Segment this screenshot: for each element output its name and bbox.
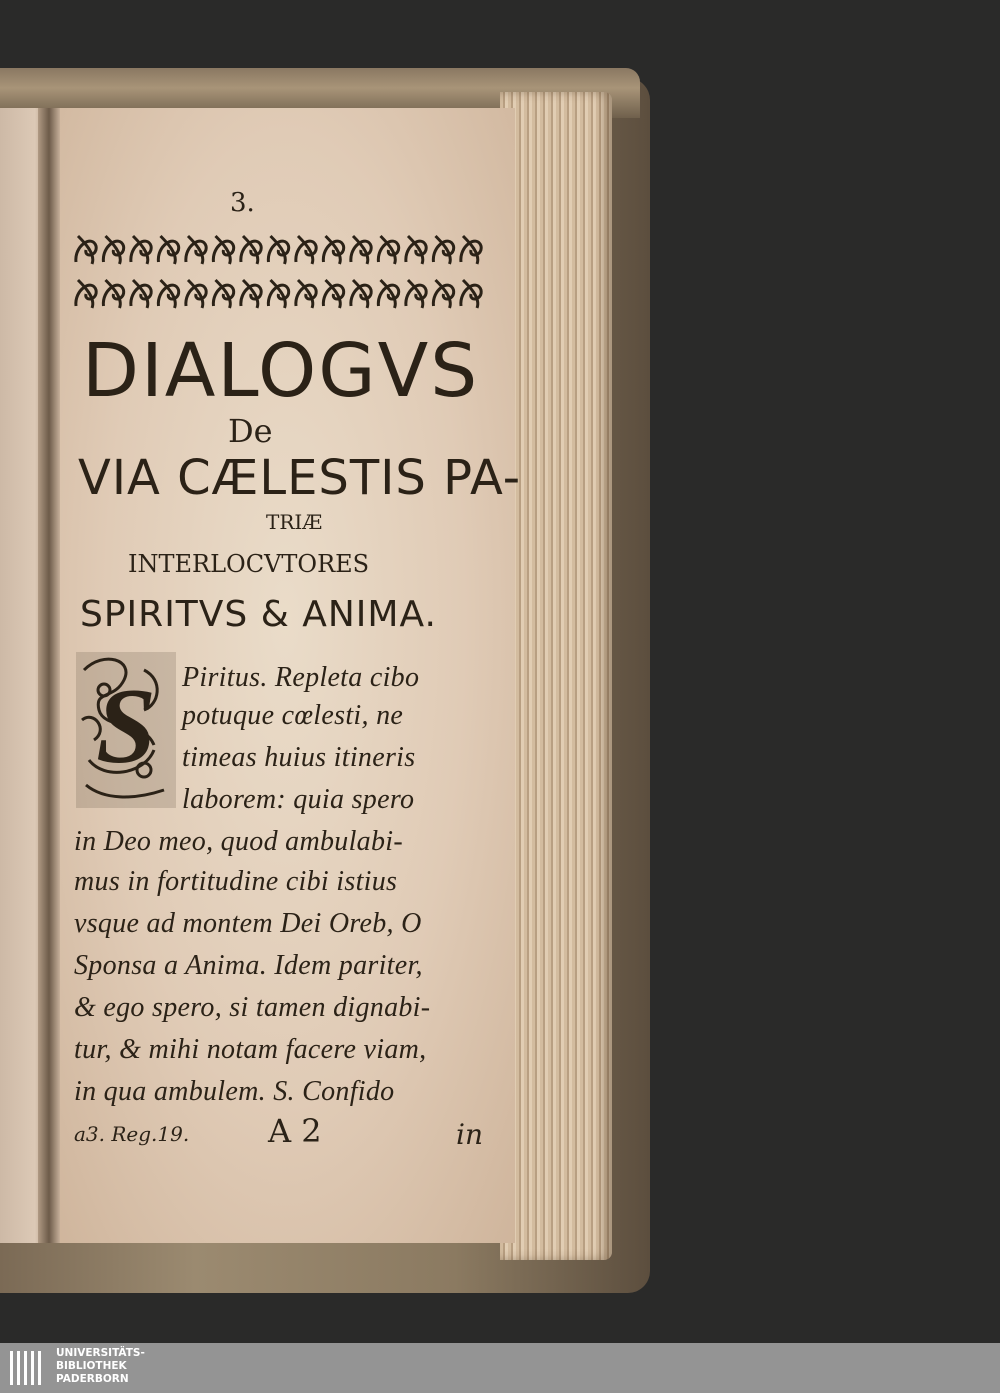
fleuron-mark [131,236,151,264]
fleuron-mark [76,280,96,308]
fleuron-mark [296,280,316,308]
speakers-line: SPIRITVS & ANIMA. [80,594,437,635]
fleuron-mark [406,280,426,308]
fleuron-mark [433,280,453,308]
page-title: DIALOGVS [82,328,480,414]
fleuron-mark [268,280,288,308]
fleuron-mark [296,236,316,264]
marginal-reference: a3. Reg.19. [74,1122,190,1146]
text-line-7: vsque ad montem Dei Oreb, O [74,908,422,939]
signature-mark: A 2 [268,1112,322,1150]
fleuron-mark [103,280,123,308]
fleuron-mark [241,280,261,308]
library-logo-icon [8,1347,48,1389]
text-line-9: & ego spero, si tamen dignabi- [74,992,431,1023]
text-line-11: in qua ambulem. S. Confido [74,1076,395,1107]
library-name-line-1: UNIVERSITÄTS- [56,1347,145,1359]
fleuron-mark [186,236,206,264]
text-line-2: potuque cœlesti, ne [182,700,404,731]
fleuron-mark [461,280,481,308]
decorated-initial-s [74,650,178,810]
subtitle-continuation: TRIÆ [266,510,323,534]
fleuron-mark [351,280,371,308]
text-line-10: tur, & mihi notam facere viam, [74,1034,427,1065]
fleuron-mark [268,236,288,264]
fleuron-mark [323,280,343,308]
text-line-5: in Deo meo, quod ambulabi- [74,826,403,857]
fleuron-mark [186,280,206,308]
fleuron-mark [76,236,96,264]
ornament-headband [72,228,484,318]
fleuron-mark [103,236,123,264]
fleuron-mark [323,236,343,264]
text-line-8: Sponsa a Anima. Idem pariter, [74,950,423,981]
fleuron-mark [241,236,261,264]
fleuron-mark [158,280,178,308]
fleuron-mark [213,236,233,264]
title-preposition: De [228,412,273,450]
book-gutter [38,108,60,1243]
fleuron-mark [406,236,426,264]
text-line-6: mus in fortitudine cibi istius [74,866,398,897]
library-name [56,1347,145,1386]
fleuron-mark [378,280,398,308]
fleuron-mark [213,280,233,308]
text-line-3: timeas huius itineris [182,742,416,773]
interlocutors-heading: INTERLOCVTORES [128,550,370,578]
text-line-1: Piritus. Repleta cibo [182,662,420,693]
initial-letter: S [95,667,157,786]
subtitle: VIA CÆLESTIS PA- [78,450,522,506]
page-fore-edge [500,92,612,1260]
library-name-line-2: BIBLIOTHEK [56,1360,127,1372]
fleuron-mark [131,280,151,308]
fleuron-mark [158,236,178,264]
fleuron-mark [351,236,371,264]
library-name-line-3: PADERBORN [56,1373,129,1385]
fleuron-mark [433,236,453,264]
text-line-4: laborem: quia spero [182,784,415,815]
fleuron-mark [461,236,481,264]
page-number: 3. [230,188,255,218]
catchword: in [456,1118,483,1151]
fleuron-mark [378,236,398,264]
library-footer-bar [0,1343,1000,1393]
